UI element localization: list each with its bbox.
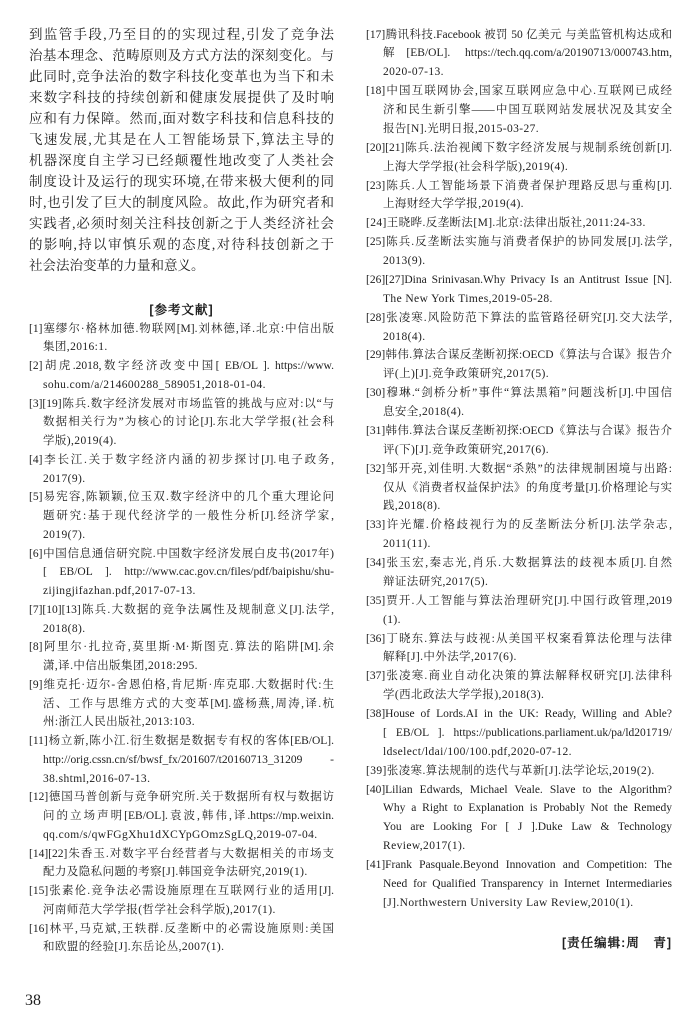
reference-line: 评(下)[J].竞争政策研究,2017(6). — [383, 443, 550, 456]
reference-line: [25]陈兵.反垄断法实施与消费者保护的协同发展[J].法学, — [366, 236, 672, 249]
reference-line: 2011(11). — [383, 538, 431, 551]
body-line: 飞速发展,尤其是在人工智能场景下,算法主导的 — [29, 132, 334, 147]
reference-item — [366, 460, 672, 517]
reference-line: [26][27]Dina Srinivasan.Why Privacy Is an Antitrust Issue [N]. — [366, 273, 672, 286]
reference-line: (1). — [383, 613, 401, 626]
reference-line: zijingjifazhan.pdf,2017-07-13. — [43, 585, 196, 598]
reference-line: [17]腾讯科技.Facebook 被罚 50 亿美元 与美监管机构达成和 — [366, 28, 672, 41]
body-line: 机器深度自主学习已经颠覆性地改变了人类社会 — [29, 153, 334, 168]
reference-item — [366, 309, 672, 347]
reference-item — [29, 788, 334, 844]
reference-item — [29, 320, 334, 358]
reference-line: 2018(4). — [383, 330, 426, 343]
reference-line: [28]张凌寒.风险防范下算法的监管路径研究[J].交大法学, — [366, 311, 672, 324]
reference-line: 报告[N].光明日报,2015-03-27. — [383, 122, 540, 135]
reference-item — [29, 882, 334, 920]
page-number: 38 — [25, 992, 41, 1009]
reference-item — [366, 781, 672, 857]
reference-line: [16]林平,马克斌,王轶群.反垄断中的必需设施原则:美国 — [29, 922, 334, 935]
reference-item — [366, 82, 672, 139]
reference-line: 2019(7). — [43, 528, 86, 541]
reference-item — [366, 630, 672, 668]
reference-line: 2018(8). — [43, 622, 86, 635]
reference-line: 学版),2019(4). — [43, 435, 117, 448]
reference-line: [23]陈兵.人工智能场景下消费者保护理路反思与重构[J]. — [366, 179, 672, 192]
reference-line: 2017(9). — [43, 472, 86, 485]
body-line: 来数字科技的持续创新和健康发展提供了及时响 — [29, 90, 334, 105]
reference-item — [366, 422, 672, 460]
references-right-column — [366, 26, 672, 913]
reference-line: 潇,译.中信出版集团,2018:295. — [43, 660, 198, 673]
reference-line: You are Looking For [ J ].Duke Law & Technology — [383, 821, 672, 834]
reference-line: 辩证法研究,2017(5). — [383, 575, 489, 588]
reference-item — [29, 488, 334, 544]
reference-line: [5]易宪容,陈颖颖,位玉双.数字经济中的几个重大理论问 — [29, 491, 334, 504]
body-line: 此同时,竞争法治的数字科技化变革也为当下和未 — [29, 69, 334, 84]
body-line: 实践者,必须时刻关注科技创新之于人类经济社会 — [29, 216, 334, 231]
references-left-column — [29, 320, 334, 958]
reference-line: [36]丁晓东.算法与歧视:从美国平权案看算法伦理与法律 — [366, 632, 672, 645]
reference-line: ldselect/ldai/100/100.pdf,2020-07-12. — [383, 745, 572, 758]
reference-line: [38]House of Lords.AI in the UK: Ready, Willing and Able? — [366, 708, 672, 720]
reference-line: [37]张凌寒.商业自动化决策的算法解释权研究[J].法律科 — [366, 670, 672, 683]
reference-item — [366, 346, 672, 384]
responsible-editor: [责任编辑:周 青] — [562, 936, 672, 950]
reference-line: [24]王晓晔.反垄断法[M].北京:法律出版社,2011:24-33. — [366, 217, 646, 230]
reference-line: [ EB/OL ]. https://publications.parliament.uk/pa/ld201719/ — [383, 726, 672, 739]
reference-line: [40]Lilian Edwards, Michael Veale. Slave to the Algorithm? — [366, 783, 672, 796]
reference-item — [366, 592, 672, 630]
reference-line: Review,2017(1). — [383, 840, 466, 853]
reference-line: [15]张素伦.竞争法必需设施原理在互联网行业的适用[J]. — [29, 885, 334, 898]
reference-line: [7][10][13]陈兵.大数据的竞争法属性及规制意义[J].法学, — [29, 603, 334, 616]
reference-line: [J].Northwestern University Law Review,2010(1). — [383, 896, 634, 909]
reference-line: 和欧盟的经验[J].东岳论丛,2007(1). — [43, 941, 225, 954]
reference-line: [30]穆琳.“剑桥分析”事件“算法黑箱”问题浅析[J].中国信 — [366, 387, 672, 400]
body-line: 应和有力保障。然而,面对数字科技和信息科技的 — [29, 111, 334, 126]
reference-item — [366, 384, 672, 422]
reference-line: [3][19]陈兵.数字经济发展对市场监管的挑战与应对:以“与 — [29, 397, 334, 410]
reference-line: [ EB/OL ]. http://www.cac.gov.cn/files/pdf/baipishu/shu- — [43, 566, 334, 579]
reference-line: 配力及隐私问题的考察[J].韩国竞争法研究,2019(1). — [43, 866, 308, 879]
reference-item — [366, 554, 672, 592]
references-heading: [参考文献] — [149, 303, 214, 317]
reference-line: [1]塞缪尔·格林加德.物联网[M].刘林德,译.北京:中信出版 — [29, 322, 334, 335]
reference-item — [366, 177, 672, 215]
reference-item — [366, 667, 672, 705]
reference-line: [34]张玉宏,秦志光,肖乐.大数据算法的歧视本质[J].自然 — [366, 557, 672, 569]
reference-item — [29, 845, 334, 883]
reference-line: [20][21]陈兵.法治视阈下数字经济发展与规制系统创新[J]. — [366, 141, 672, 154]
body-line: 制度设计及运行的现实环境,在带来极大便利的同 — [29, 174, 334, 189]
reference-item — [29, 395, 334, 451]
reference-item — [366, 705, 672, 762]
reference-line: 集团,2016:1. — [43, 341, 108, 354]
reference-line: 上海财经大学学报,2019(4). — [383, 198, 524, 211]
reference-line: Why a Right to Explanation is Probably Not the Remedy — [383, 802, 672, 815]
reference-item — [29, 545, 334, 601]
reference-line: 河南师范大学学报(哲学社会科学版),2017(1). — [43, 903, 276, 916]
reference-line: [18]中国互联网协会,国家互联网应急中心.互联网已成经 — [366, 85, 672, 98]
reference-line: 评(上)[J].竞争政策研究,2017(5). — [383, 368, 550, 381]
reference-line: http://orig.cssn.cn/sf/bwsf_fx/201607/t20160713_31209 - — [43, 753, 334, 766]
reference-line: 题研究:基于现代经济学的一般性分析[J].经济学家, — [43, 510, 334, 523]
reference-line: [8]阿里尔·扎拉奇,莫里斯·M·斯图克.算法的陷阱[M].余 — [29, 641, 334, 654]
reference-line: 践,2018(8). — [383, 500, 441, 513]
reference-line: [12]德国马普创新与竞争研究所.关于数据所有权与数据访 — [29, 791, 334, 804]
reference-line: [41]Frank Pasquale.Beyond Innovation and Competition: The — [366, 859, 672, 871]
body-line: 到监管手段,乃至目的的实现过程,引发了竞争法 — [29, 27, 334, 42]
body-line: 社会法治变革的力量和意义。 — [29, 258, 205, 273]
reference-line: 州:浙江人民出版社,2013:103. — [43, 716, 195, 729]
reference-line: 学(西北政法大学学报),2018(3). — [383, 689, 545, 702]
reference-line: [11]杨立新,陈小江.衍生数据是数据专有权的客体[EB/OL]. — [29, 735, 334, 748]
reference-line: [33]许光耀.价格歧视行为的反垄断法分析[J].法学杂志, — [366, 519, 672, 532]
reference-item — [29, 451, 334, 489]
reference-line: 38.shtml,2016-07-13. — [43, 772, 151, 785]
reference-line: 解[EB/OL]. https://tech.qq.com/a/20190713/000743.htm, — [383, 47, 672, 60]
reference-item — [29, 676, 334, 732]
reference-item — [366, 762, 672, 781]
reference-line: [4]李长江.关于数字经济内涵的初步探讨[J].电子政务, — [29, 453, 334, 466]
reference-line: 济和民生新引擎——中国互联网站发展状况及其安全 — [383, 104, 672, 116]
reference-line: 解释[J].中外法学,2017(6). — [383, 651, 517, 664]
reference-line: sohu.com/a/214600288_589051,2018-01-04. — [43, 378, 266, 391]
reference-line: 仅从《消费者权益保护法》的角度考量[J].价格理论与实 — [383, 481, 672, 494]
reference-line: [2]胡虎.2018,数字经济改变中国[ EB/OL ]. https://www. — [29, 360, 334, 373]
reference-line: The New York Times,2019-05-28. — [383, 292, 553, 305]
reference-line: 2013(9). — [383, 255, 426, 267]
reference-item — [29, 920, 334, 958]
reference-item — [366, 26, 672, 83]
body-line: 时,也引发了巨大的制度风险。故此,作为研究者和 — [29, 195, 334, 210]
reference-line: 息安全,2018(4). — [383, 406, 465, 418]
reference-item — [366, 214, 672, 233]
reference-item — [366, 856, 672, 913]
reference-item — [366, 233, 672, 271]
reference-line: 活、工作与思维方式的大变革[M].盛杨燕,周涛,译.杭 — [43, 697, 334, 710]
reference-item — [29, 357, 334, 395]
reference-item — [366, 271, 672, 309]
reference-line: [14][22]朱香玉.对数字平台经营者与大数据相关的市场支 — [29, 847, 334, 860]
reference-item — [29, 601, 334, 639]
reference-line: [9]维克托·迈尔-舍恩伯格,肯尼斯·库克耶.大数据时代:生 — [29, 678, 334, 691]
reference-line: 问的立场声明[EB/OL].袁波,韩伟,译.https://mp.weixin. — [43, 810, 334, 823]
body-paragraph — [29, 24, 334, 273]
reference-item — [366, 516, 672, 554]
reference-item — [29, 732, 334, 788]
reference-item — [366, 139, 672, 177]
reference-line: Need for Qualified Transparency in Internet Intermediaries — [383, 877, 672, 890]
reference-line: 2020-07-13. — [383, 66, 444, 79]
body-line: 治基本理念、范畴原则及方式方法的深刻变化。与 — [29, 48, 334, 63]
body-line: 的影响,持以审慎乐观的态度,对待科技创新之于 — [29, 237, 334, 252]
reference-line: [35]贾开.人工智能与算法治理研究[J].中国行政管理,2019 — [366, 594, 672, 607]
reference-line: [31]韩伟.算法合谋反垄断初探:OECD《算法与合谋》报告介 — [366, 424, 672, 437]
reference-line: 数据相关行为”为核心的讨论[J].东北大学学报(社会科 — [43, 416, 334, 429]
reference-line: qq.com/s/qwFGgXhu1dXCYpGOmzSgLQ,2019-07-04. — [43, 828, 318, 841]
reference-item — [29, 638, 334, 676]
reference-line: 上海大学学报(社会科学版),2019(4). — [383, 160, 569, 173]
reference-line: [6]中国信息通信研究院.中国数字经济发展白皮书(2017年) — [29, 547, 334, 560]
reference-line: [39]张凌寒.算法规制的迭代与革新[J].法学论坛,2019(2). — [366, 764, 655, 777]
reference-line: [32]邹开亮,刘佳明.大数据“杀熟”的法律规制困境与出路: — [366, 462, 672, 475]
reference-line: [29]韩伟.算法合谋反垄断初探:OECD《算法与合谋》报告介 — [366, 349, 672, 362]
